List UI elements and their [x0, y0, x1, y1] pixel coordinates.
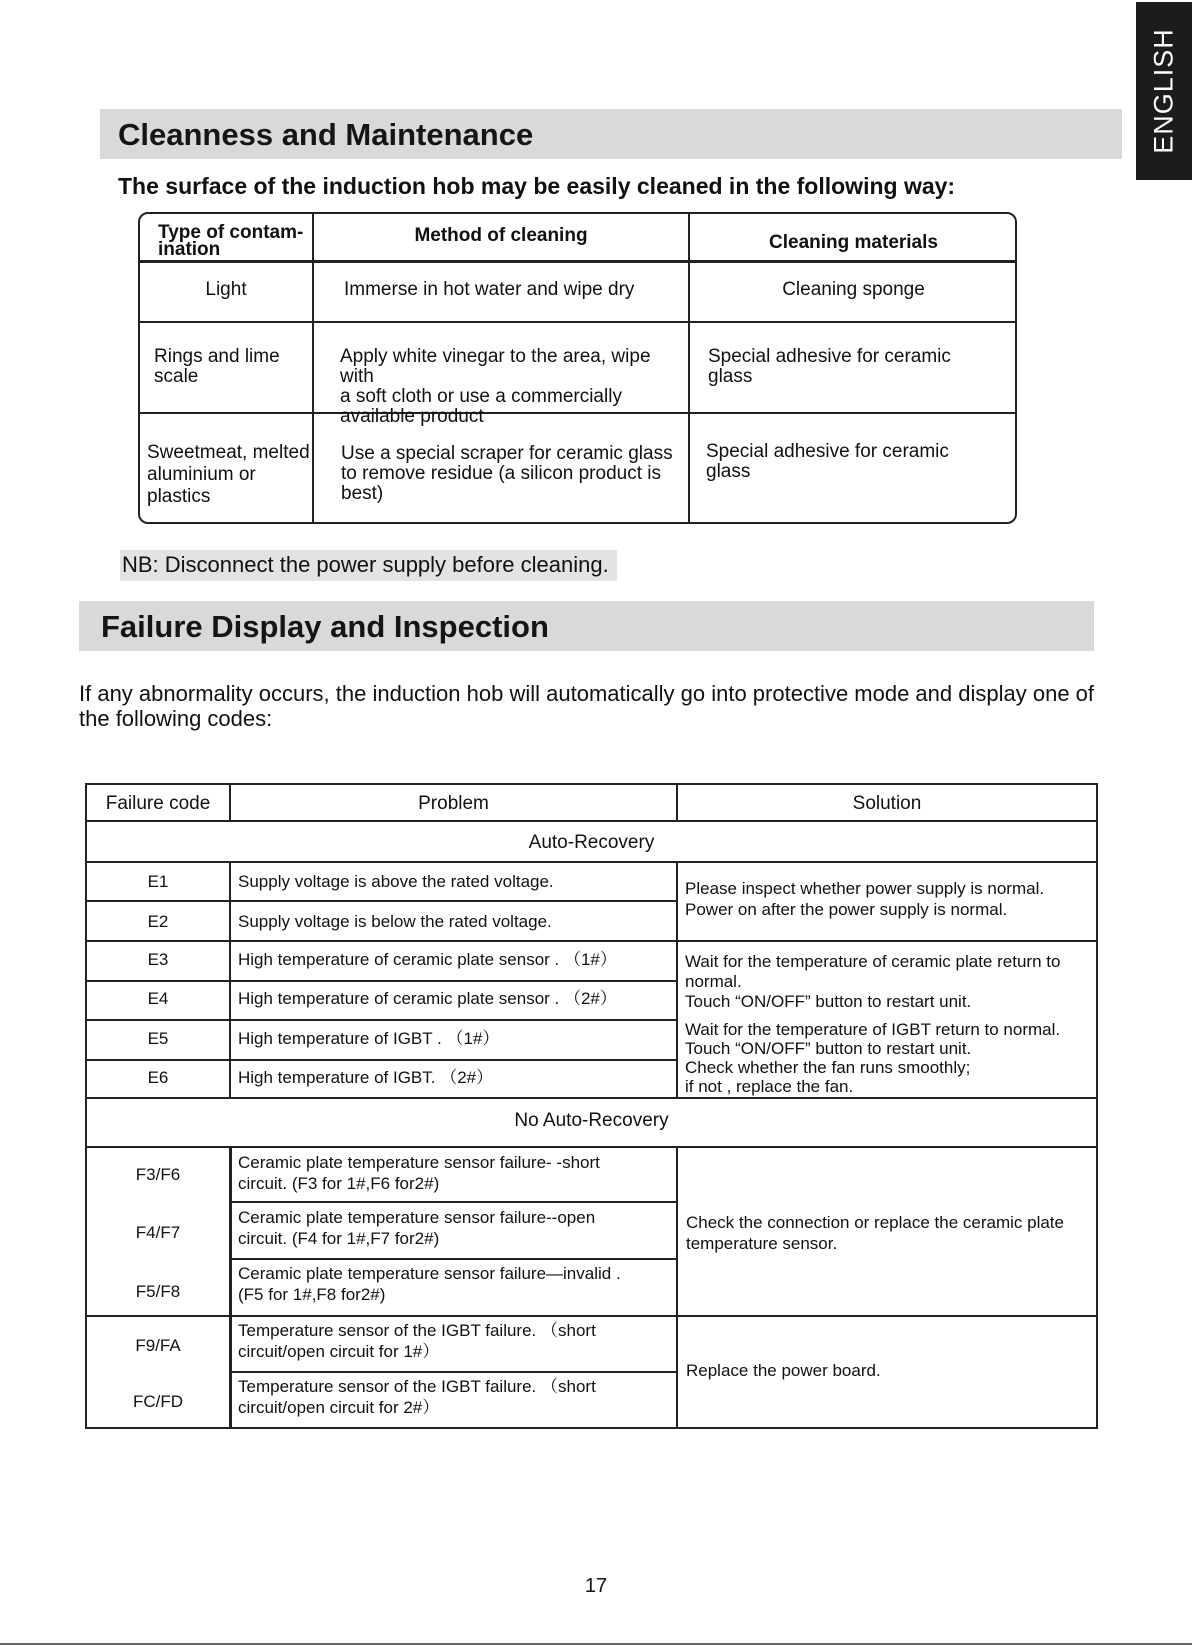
- failure-code: E1: [147, 872, 169, 891]
- row-type: Rings and lime scale: [154, 346, 280, 387]
- failure-code: FC/FD: [132, 1392, 184, 1411]
- failure-problem: High temperature of ceramic plate sensor . （1#）: [238, 950, 617, 969]
- section-title: Cleanness and Maintenance: [118, 117, 534, 152]
- header-solution: Solution: [852, 793, 922, 814]
- header-method: Method of cleaning: [414, 225, 588, 246]
- header-problem: Problem: [418, 793, 489, 814]
- failure-code: F9/FA: [135, 1336, 181, 1355]
- row-type: Sweetmeat, melted aluminium or plastics: [147, 442, 310, 507]
- failure-problem: Temperature sensor of the IGBT failure. （short circuit/open circuit for 1#）: [238, 1321, 596, 1361]
- failure-solution: Replace the power board.: [686, 1361, 881, 1380]
- failure-code: E3: [147, 950, 169, 969]
- failure-problem: Ceramic plate temperature sensor failure- -short circuit. (F3 for 1#,F6 for2#): [238, 1153, 600, 1193]
- failure-code: F4/F7: [135, 1223, 181, 1242]
- failure-code: E5: [147, 1029, 169, 1048]
- header-type: Type of contam- ination: [158, 222, 304, 260]
- failure-solution: Check the connection or replace the ceramic plate temperature sensor.: [686, 1213, 1064, 1253]
- section-header-cleaning: [100, 109, 1122, 159]
- language-label: ENGLISH: [1148, 28, 1179, 154]
- section-header-failure: [79, 601, 1094, 651]
- cleaning-table: [138, 212, 1017, 524]
- failure-table: [85, 783, 1098, 1429]
- row-materials: Special adhesive for ceramic glass: [706, 441, 949, 482]
- failure-code: F3/F6: [135, 1165, 181, 1184]
- failure-code: F5/F8: [135, 1282, 181, 1301]
- row-materials: Special adhesive for ceramic glass: [708, 346, 951, 387]
- failure-code: E2: [147, 912, 169, 931]
- page-number: 17: [584, 1575, 608, 1597]
- cleaning-subtitle: The surface of the induction hob may be easily cleaned in the following way:: [118, 173, 956, 199]
- group-auto-recovery: Auto-Recovery: [528, 832, 655, 853]
- failure-problem: Temperature sensor of the IGBT failure. （short circuit/open circuit for 2#）: [238, 1377, 596, 1417]
- row-type: Light: [205, 279, 247, 300]
- power-note: NB: Disconnect the power supply before cleaning.: [120, 550, 617, 581]
- row-method: Immerse in hot water and wipe dry: [344, 279, 635, 300]
- row-materials: Cleaning sponge: [782, 279, 925, 300]
- failure-solution: Wait for the temperature of IGBT return to normal. Touch “ON/OFF” button to restart unit. Check whether the fan runs smoothly; if not , replace the fan.: [685, 1020, 1061, 1096]
- failure-problem: Supply voltage is above the rated voltage.: [238, 872, 554, 891]
- row-method: Use a special scraper for ceramic glass to remove residue (a silicon product is best): [341, 443, 673, 504]
- failure-code: E4: [147, 989, 169, 1008]
- header-failure-code: Failure code: [105, 793, 211, 814]
- failure-solution: Wait for the temperature of ceramic plate return to normal. Touch “ON/OFF” button to restart unit.: [685, 952, 1061, 1011]
- failure-problem: High temperature of ceramic plate sensor . （2#）: [238, 989, 617, 1008]
- section-title: Failure Display and Inspection: [101, 609, 549, 644]
- failure-problem: High temperature of IGBT . （1#）: [238, 1029, 500, 1048]
- group-no-auto-recovery: No Auto-Recovery: [514, 1110, 669, 1131]
- failure-problem: Ceramic plate temperature sensor failure--open circuit. (F4 for 1#,F7 for2#): [238, 1208, 596, 1248]
- failure-problem: High temperature of IGBT. （2#）: [238, 1068, 494, 1087]
- failure-problem: Ceramic plate temperature sensor failure—invalid . (F5 for 1#,F8 for2#): [238, 1264, 621, 1304]
- failure-problem: Supply voltage is below the rated voltage.: [238, 912, 552, 931]
- language-tab: [1136, 2, 1192, 180]
- row-method: Apply white vinegar to the area, wipe with a soft cloth or use a commercially available product: [340, 346, 651, 427]
- header-materials: Cleaning materials: [769, 232, 938, 253]
- failure-code: E6: [147, 1068, 169, 1087]
- failure-intro: If any abnormality occurs, the induction hob will automatically go into protective mode and display one of the following codes:: [79, 681, 1095, 731]
- failure-solution: Please inspect whether power supply is normal. Power on after the power supply is normal.: [685, 879, 1045, 919]
